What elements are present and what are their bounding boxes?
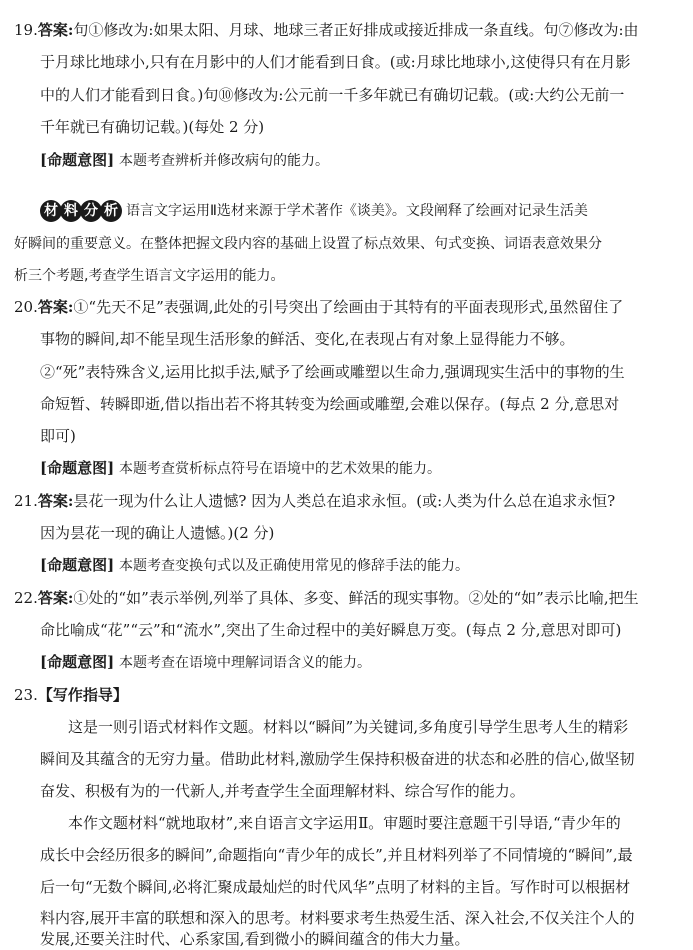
- q22-line-1: 22.答案:①处的“如”表示举例,列举了具体、多变、鲜活的现实事物。②处的“如”表示比喻,把生: [14, 589, 639, 607]
- q23-p2-line-3: 后一句“无数个瞬间,必将汇聚成最灿烂的时代风华”点明了材料的主旨。写作时可以根据材: [40, 878, 631, 896]
- q23-p2-line-1: 本作文题材料“就地取材”,来自语言文字运用Ⅱ。审题时要注意题干引导语,“青少年的: [68, 814, 621, 832]
- q23-p1-line-2: 瞬间及其蕴含的无穷力量。借助此材料,激励学生保持积极奋进的状态和必胜的信心,做坚韧: [40, 750, 635, 768]
- q23-p1-line-3: 奋发、积极有为的一代新人,并考查学生全面理解材料、综合写作的能力。: [40, 782, 525, 800]
- q21-line-1: 21.答案:昙花一现为什么让人遗憾? 因为人类总在追求永恒。(或:人类为什么总在追求永恒?: [14, 492, 616, 510]
- q19-intent: [命题意图] 本题考查辨析并修改病句的能力。: [40, 151, 329, 169]
- q19-line-4: 千年就已有确切记载。)(每处 2 分): [40, 118, 265, 136]
- q20-line-4: 命短暂、转瞬即逝,借以指出若不将其转变为绘画或雕塑,会难以保存。(每点 2 分,意思对: [40, 395, 620, 413]
- q19-line-2: 于月球比地球小,只有在月影中的人们才能看到日食。(或:月球比地球小,这使得只有在月影: [40, 53, 631, 71]
- q23-p2-line-4: 料内容,展开丰富的联想和深入的思考。材料要求考生热爱生活、深入社会,不仅关注个人的: [40, 909, 635, 927]
- material-line-3: 析三个考题,考查学生语言文字运用的能力。: [14, 268, 285, 284]
- q23-p1-line-1: 这是一则引语式材料作文题。材料以“瞬间”为关键词,多角度引导学生思考人生的精彩: [68, 718, 629, 736]
- q20-line-1: 20.答案:①“先天不足”表强调,此处的引号突出了绘画由于其特有的平面表现形式,虽然留住了: [14, 298, 624, 316]
- q21-intent: [命题意图] 本题考查变换句式以及正确使用常见的修辞手法的能力。: [40, 556, 469, 574]
- q20-line-5: 即可): [40, 427, 76, 445]
- q19-line-1: 19.答案:句①修改为:如果太阳、月球、地球三者正好排成或接近排成一条直线。句⑦修改为:由: [14, 21, 639, 39]
- q20-intent: [命题意图] 本题考查赏析标点符号在语境中的艺术效果的能力。: [40, 459, 441, 477]
- material-line-2: 好瞬间的重要意义。在整体把握文段内容的基础上设置了标点效果、句式变换、词语表意效果分: [14, 236, 602, 252]
- q20-line-3: ②“死”表特殊含义,运用比拟手法,赋予了绘画或雕塑以生命力,强调现实生活中的事物的生: [40, 363, 625, 381]
- q22-line-2: 命比喻成“花”“云”和“流水”,突出了生命过程中的美好瞬息万变。(每点 2 分,意思对即可): [40, 621, 622, 639]
- q23-heading: 23.【写作指导】: [14, 686, 128, 704]
- q21-line-2: 因为昙花一现的确让人遗憾。)(2 分): [40, 524, 275, 542]
- q19-line-3: 中的人们才能看到日食。)句⑩修改为:公元前一千多年就已有确切记载。(或:大约公无前一: [40, 86, 625, 104]
- q23-p2-line-5: 发展,还要关注时代、心系家国,看到微小的瞬间蕴含的伟大力量。: [40, 930, 470, 948]
- q23-p2-line-2: 成长中会经历很多的瞬间”,命题指向“青少年的成长”,并且材料列举了不同情境的“瞬间”,最: [40, 846, 633, 864]
- q20-line-2: 事物的瞬间,却不能呈现生活形象的鲜活、变化,在表现占有对象上显得能力不够。: [40, 330, 575, 348]
- material-analysis-badge: 材 料 分 析: [40, 200, 120, 222]
- material-line-1: 材 料 分 析 语言文字运用Ⅱ选材来源于学术著作《谈美》。文段阐释了绘画对记录生活美: [40, 200, 588, 222]
- q22-intent: [命题意图] 本题考查在语境中理解词语含义的能力。: [40, 653, 371, 671]
